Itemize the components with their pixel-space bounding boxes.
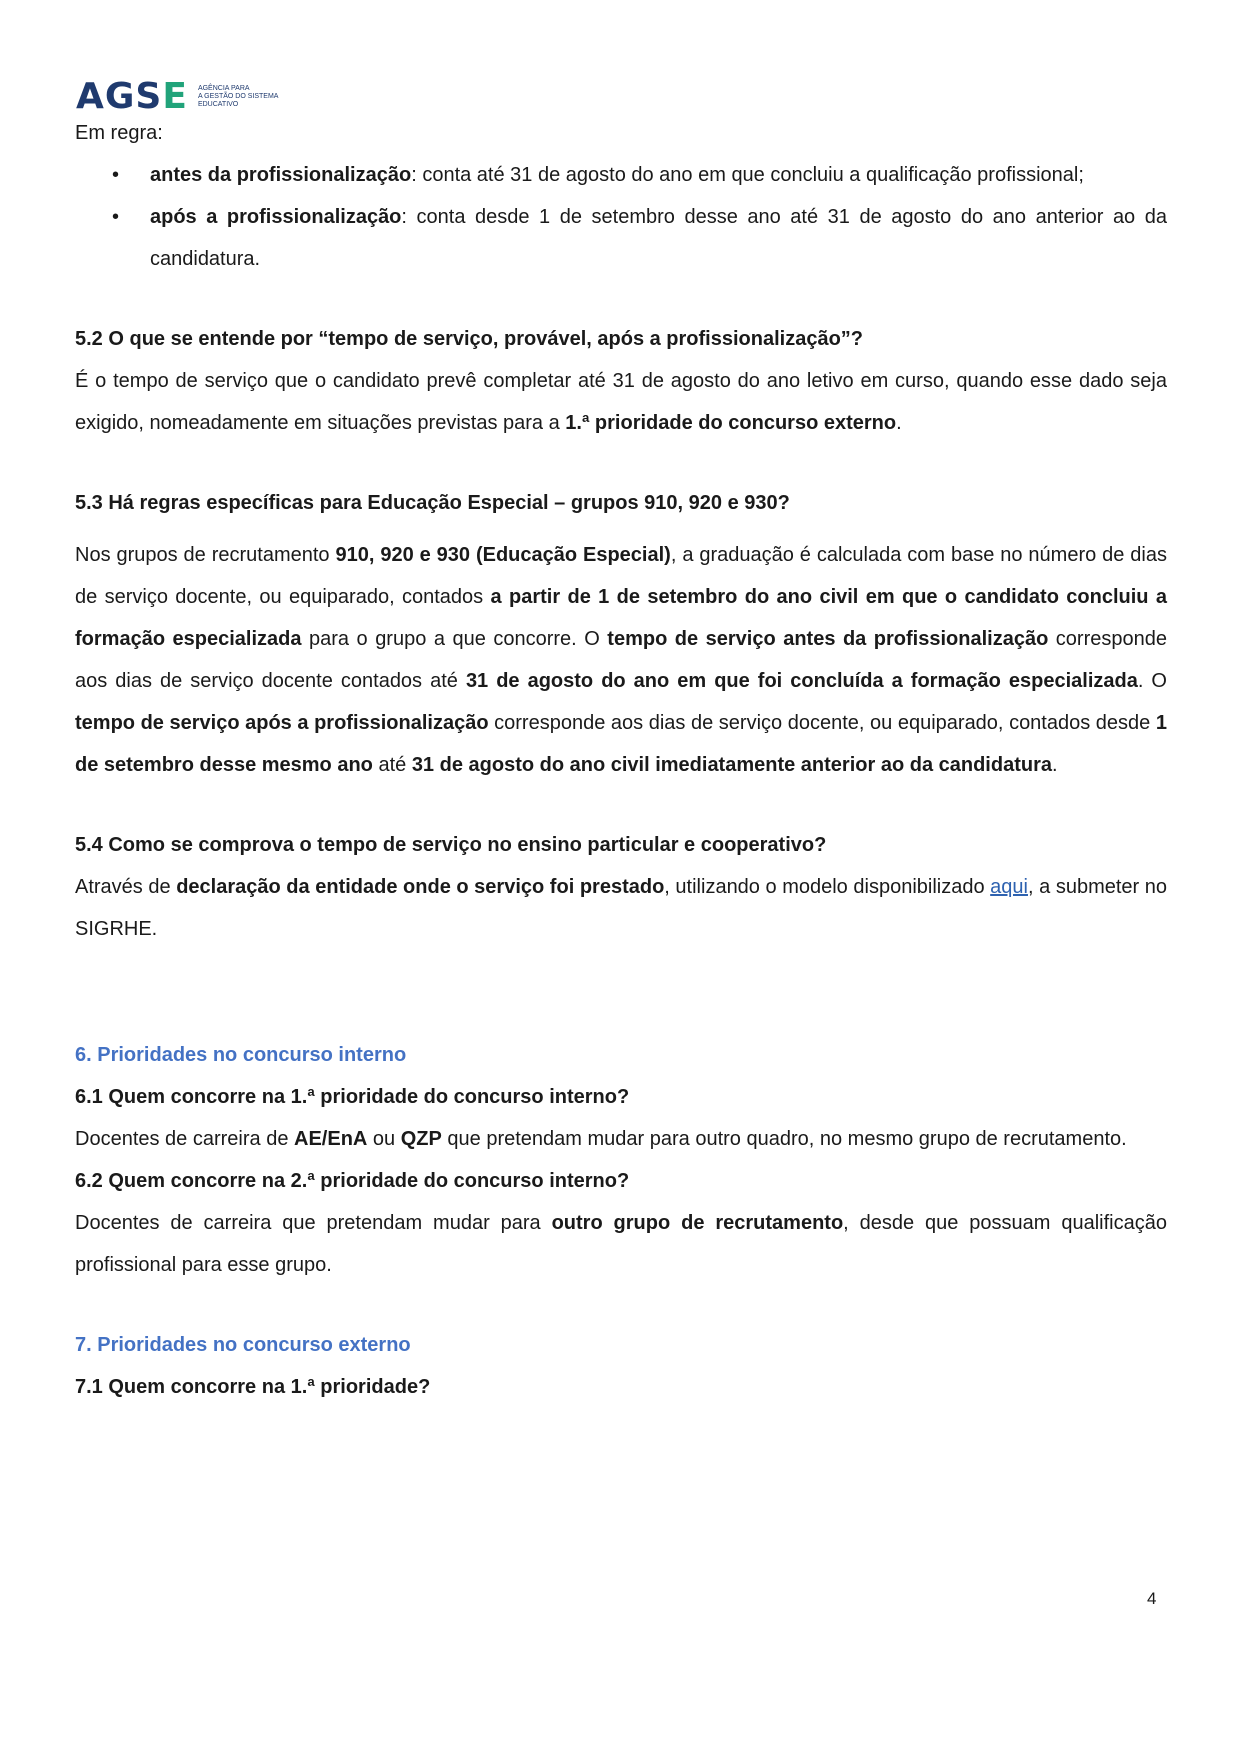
list-item-bold: após a profissionalização (150, 206, 402, 228)
logo-subtitle (198, 85, 279, 109)
logo-subtitle-line: EDUCATIVO (197, 101, 239, 108)
list-item-text: : conta até 31 de agosto do ano em que concluiu a qualificação profissional; (411, 164, 1084, 186)
logo-subtitle-line: A GESTÃO DO SISTEMA (197, 93, 279, 100)
document-body (75, 112, 1167, 1408)
answer-5-2: É o tempo de serviço que o candidato prevê completar até 31 de agosto do ano letivo em curso, quando esse dado seja exigido, nomeadamente em situações previstas para a 1.ª prioridade do concurso externo. (75, 370, 1167, 434)
bullet-icon: • (112, 206, 120, 228)
section-7-title: 7. Prioridades no concurso externo (75, 1334, 411, 1356)
question-7-1-heading: 7.1 Quem concorre na 1.ª prioridade? (75, 1376, 431, 1398)
answer-6-1: Docentes de carreira de AE/EnA ou QZP que pretendam mudar para outro quadro, no mesmo grupo de recrutamento. (75, 1128, 1127, 1150)
answer-5-3: Nos grupos de recrutamento 910, 920 e 930 (Educação Especial), a graduação é calculada com base no número de dias de serviço docente, ou equiparado, contados a partir de 1 de setembro do ano civil em que o candidato concluiu a formação especializada para o grupo a que concorre. O tempo de serviço antes da profissionalização corresponde aos dias de serviço docente contados até 31 de agosto do ano em que foi concluída a formação especializada. O tempo de serviço após a profissionalização corresponde aos dias de serviço docente, ou equiparado, contados desde 1 de setembro desse mesmo ano até 31 de agosto do ano civil imediatamente anterior ao da candidatura. (75, 544, 1168, 776)
list-item (75, 196, 1167, 280)
question-5-3-heading: 5.3 Há regras específicas para Educação Especial – grupos 910, 920 e 930? (75, 492, 790, 514)
model-download-link[interactable]: aqui (990, 876, 1028, 898)
agse-logo (76, 78, 278, 116)
logo-subtitle-line: AGÊNCIA PARA (197, 85, 250, 92)
rules-list (75, 154, 1167, 280)
answer-6-2: Docentes de carreira que pretendam mudar para outro grupo de recrutamento, desde que possuam qualificação profissional para esse grupo. (75, 1212, 1167, 1276)
section-6-title: 6. Prioridades no concurso interno (75, 1044, 407, 1066)
answer-5-4: Através de declaração da entidade onde o serviço foi prestado, utilizando o modelo disponibilizado aqui, a submeter no SIGRHE. (75, 876, 1168, 940)
list-item (75, 154, 1167, 196)
question-5-4-heading: 5.4 Como se comprova o tempo de serviço no ensino particular e cooperativo? (75, 834, 827, 856)
intro-text: Em regra: (75, 122, 163, 144)
bullet-icon: • (112, 164, 120, 186)
question-6-2-heading: 6.2 Quem concorre na 2.ª prioridade do concurso interno? (75, 1170, 630, 1192)
question-5-2-heading: 5.2 O que se entende por “tempo de serviço, provável, após a profissionalização”? (75, 328, 864, 350)
list-item-text: : conta desde 1 de setembro desse ano até 31 de agosto do ano anterior ao da candidatura. (150, 206, 1167, 270)
list-item-bold: antes da profissionalização (150, 164, 412, 186)
page-number: 4 (1147, 1589, 1157, 1608)
logo-wordmark-e: E (162, 76, 188, 117)
logo-wordmark-ags: AGS (76, 76, 163, 117)
question-6-1-heading: 6.1 Quem concorre na 1.ª prioridade do concurso interno? (75, 1086, 630, 1108)
logo-wordmark (76, 78, 188, 116)
